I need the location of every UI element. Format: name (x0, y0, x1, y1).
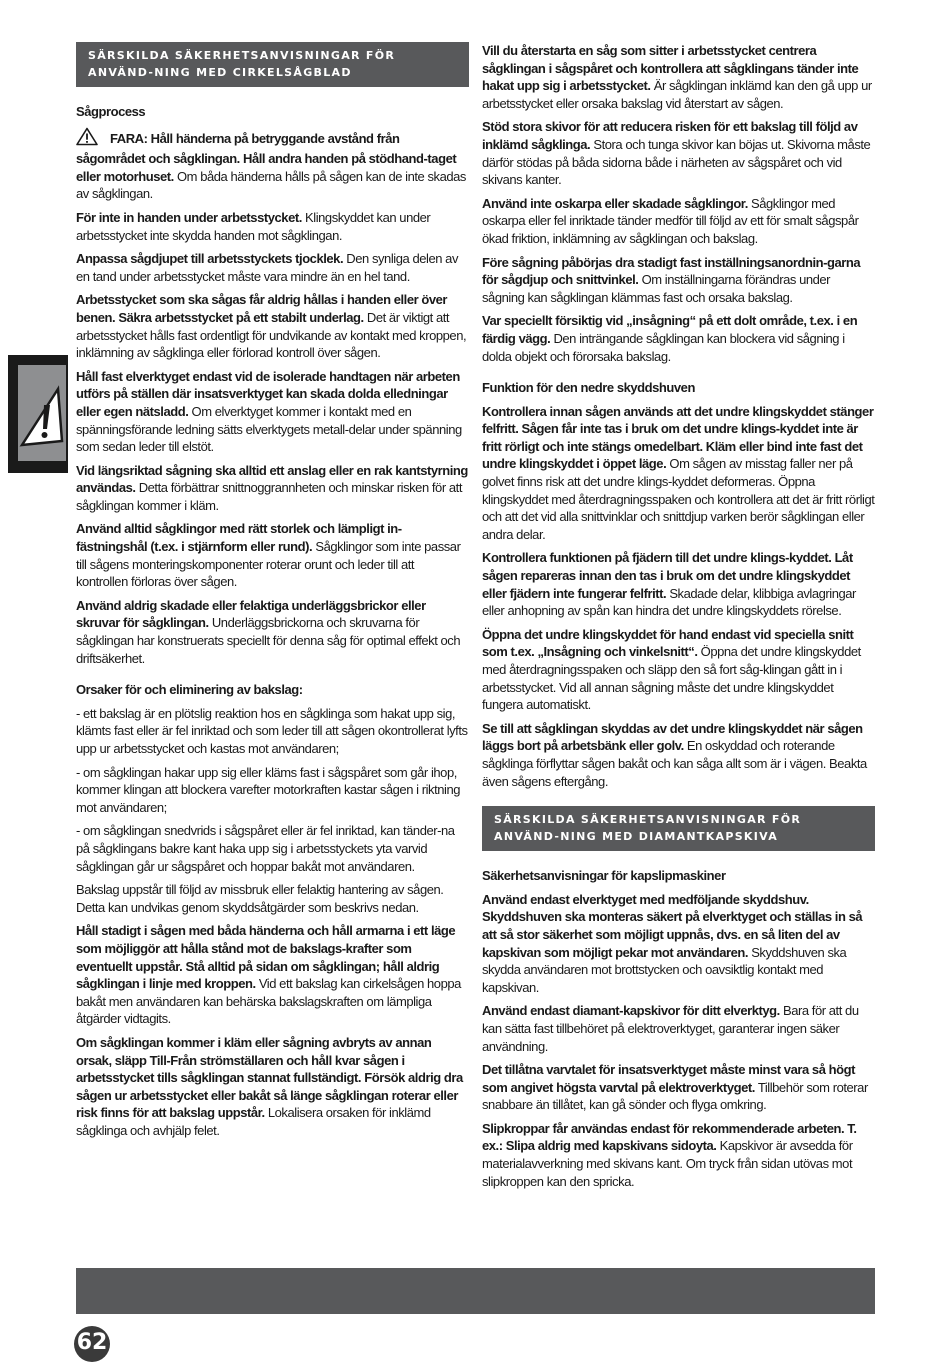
instruction-paragraph (76, 250, 469, 285)
instruction-bold: Om sågklingan kommer i kläm eller sågning avbryts av annan orsak, släpp Till-Från strömställaren och håll kvar sågen i arbetsstycket tills sågklingan stannat fullständigt. Försök aldrig dra sågen ur arbetsstycket eller bakåt så länge sågklingan roterar eller risk finns för att bakslag uppstår. (76, 1034, 463, 1121)
instruction-bold: Vid längsriktad sågning ska alltid ett anslag eller en rak kantstyrning användas. (76, 462, 468, 496)
instruction-paragraph (76, 462, 469, 515)
instruction-text: Underläggsbrickorna och skruvarna för sågklingan har konstruerats speciellt för denna såg för optimal effekt och driftsäkerhet. (76, 615, 461, 666)
text-paragraph: Bakslag uppstår till följd av missbruk eller felaktig hantering av sågen. Detta kan undvikas genom skyddsåtgärder som beskrivs nedan. (76, 882, 444, 915)
instruction-text: Öppna det undre klingskyddet med återdragningsspaken och släpp den så fort såg-klingan gått in i arbetsstycket. Vid all annan sågning måste det undre klingskyddet fungera automatiskt. (482, 644, 861, 713)
instruction-bold: Håll stadigt i sågen med båda händerna och håll armarna i ett läge som möjliggör att hålla stånd mot de bakslags-krafter som eventuellt uppstår. Stå alltid på sidan om sågklingan; håll aldrig sågklingan i linje med kroppen. (76, 923, 456, 992)
instruction-text: Det är viktigt att arbetsstycket hålls fast ordentligt för undvikande av kontakt med kroppen, inklämning av sågklinga eller förlorad kontroll över sågen. (76, 309, 467, 361)
instruction-paragraph (482, 626, 875, 714)
instruction-paragraph (482, 195, 875, 248)
instruction-paragraph (482, 403, 875, 544)
side-warning-tab (8, 355, 68, 473)
instruction-bold: Var speciellt försiktig vid „insågning“ på ett dolt område, t.ex. i en färdig vägg. (482, 313, 858, 346)
instruction-bold: Det tillåtna varvtalet för insatsverktyget måste minst vara så högt som angivet högsta varvtal på elektroverktyget. (482, 1062, 855, 1095)
instruction-bold: Kontrollera innan sågen används att det undre klingskyddet stänger felfritt. Sågen får inte tas i bruk om det undre klings-kyddet inte är fritt rörligt och inte stängs omedelbart. Kläm eller bind inte fast det undre klingskyddet i öppet läge. (482, 403, 874, 472)
text-paragraph: - om sågklingan hakar upp sig eller kläms fast i sågspåret som går ihop, kommer klingan att blockera varefter motorkraften kastar sågen i riktning mot användaren; (76, 764, 461, 815)
instruction-bold: För inte in handen under arbetsstycket. (76, 209, 302, 225)
instruction-text: Den synliga delen av en tand under arbetsstycket måste vara mindre än en hel tand. (76, 251, 458, 284)
instruction-paragraph (482, 118, 875, 188)
instruction-text: Skadade delar, klibbiga avlagringar eller anhopning av spån kan hindra det undre klingskyddets rörelse. (482, 585, 856, 619)
instruction-text: Om inställningarna förändras under sågning kan sågklingan klämmas fast och orsaka bakslag. (482, 272, 831, 305)
instruction-paragraph (76, 1034, 469, 1140)
instruction-bold: Stöd stora skivor för att reducera risken för ett bakslag till följd av inklämd sågklinga. (482, 119, 858, 152)
instruction-paragraph (482, 720, 875, 790)
subheading-cutoff-machines: Säkerhetsanvisningar för kapslipmaskiner (482, 868, 726, 884)
left-instruction-list-2 (76, 922, 469, 1139)
subheading-saw-process: Sågprocess (76, 104, 146, 119)
instruction-bold: Vill du återstarta en såg som sitter i arbetsstycket centrera sågklingan i sågspåret och kontrollera att sågklingans tänder inte hakat upp sig i arbetsstycket. (482, 43, 859, 94)
instruction-bold: Använd endast elverktyget med medföljande skyddshuv. Skyddshuven ska monteras säkert på elverktyget och ställas in så att så stor säkerhet som möjligt uppnås, dvs. en så liten del av kapskivan som möjligt pekar mot användaren. (482, 891, 863, 960)
section-header-diamond-disc: SÄRSKILDA SÄKERHETSANVISNINGAR FÖR ANVÄND-NING MED DIAMANTKAPSKIVA (482, 806, 875, 851)
instruction-paragraph (76, 597, 469, 667)
instruction-text: Bara för att du kan sätta fast tillbehöret på elektroverktyget, garanterar ingen säker användning. (482, 1003, 859, 1054)
danger-text-bold: FARA: Håll händerna på betryggande avstånd från sågområdet och sågklingan. Håll andra handen på stödhand-taget eller motorhuset. (76, 130, 457, 184)
warning-triangle-icon (76, 127, 98, 151)
instruction-text: Lokalisera orsaken för inklämd sågklinga och avhjälp felet. (76, 1105, 431, 1138)
instruction-bold: Före sågning påbörjas dra stadigt fast inställningsanordnin-garna för sågdjup och snittvinkel. (482, 254, 861, 288)
instruction-text: Stora och tunga skivor kan böjas ut. Skivorna måste därför stödas på båda sidorna både i närheten av sågspåret och vid skivans kanter. (482, 136, 871, 188)
instruction-text: Vid ett bakslag kan cirkelsågen hoppa bakåt men användaren kan behärska bakslagskraften om lämpliga åtgärder vidtagits. (76, 976, 461, 1027)
instruction-paragraph (482, 1002, 875, 1055)
text-paragraph: - ett bakslag är en plötslig reaktion hos en sågklinga som hakat upp sig, klämts fast eller är fel inriktad och som leder till att sågen okontrollerat lyfts upp ur arbetsstycket och kastas mot användaren; (76, 705, 468, 756)
instruction-bold: Arbetsstycket som ska sågas får aldrig hållas i handen eller över benen. Säkra arbetsstycket på ett stabilt underlag. (76, 292, 448, 325)
instruction-text: Sågklingor som inte passar till sågens monteringskomponenter roterar orunt och leder till att kontrollen förloras över sågen. (76, 539, 461, 590)
danger-text: Om båda händerna hålls på sågen kan de inte skadas av sågklingan. (76, 168, 466, 202)
instruction-paragraph (482, 42, 875, 112)
instruction-bold: Använd alltid sågklingor med rätt storlek och lämpligt in-fästningshål (t.ex. i stjärnform eller rund). (76, 521, 402, 555)
instruction-text: Den inträngande sågklingan kan blockera vid sågning i dolda objekt och förorsaka bakslag. (482, 330, 845, 364)
section-header-circular-saw: SÄRSKILDA SÄKERHETSANVISNINGAR FÖR ANVÄND-NING MED CIRKELSÅGBLAD (76, 42, 469, 87)
instruction-text: Om sågen av misstag faller ner på golvet finns risk att det undre klings-kyddet deformeras. Öppna klingskyddet med återdragningsspaken och kontrollera att det är fritt rörligt och att det vid alla snittvinklar och snittdjup varken berör sågklingan eller andra delar. (482, 456, 875, 542)
left-column (76, 42, 469, 1145)
instruction-text: Sågklingor med oskarpa eller fel inriktade tänder medför till följd av ett för smalt sågspår ökad friktion, inklämning av sågklingan och bakslag. (482, 195, 859, 246)
instruction-text: En oskyddad och roterande sågklinga förflyttar sågen bakåt och kan såga allt som är i vägen. Beakta även sågens eftergång. (482, 738, 867, 789)
right-instruction-list-1 (482, 42, 875, 365)
side-tab-panel (18, 365, 66, 461)
danger-paragraph (76, 127, 469, 203)
instruction-bold: Använd endast diamant-kapskivor för ditt elverktyg. (482, 1003, 780, 1019)
instruction-paragraph (482, 1120, 875, 1190)
right-instruction-list-3 (482, 891, 875, 1191)
instruction-text: Klingskyddet kan under arbetsstycket inte skydda handen mot sågklingan. (76, 209, 431, 243)
instruction-bold: Öppna det undre klingskyddet för hand endast vid speciella snitt som t.ex. „Insågning och vinkelsnitt“. (482, 626, 854, 660)
text-paragraph: - om sågklingan snedvrids i sågspåret eller är fel inriktad, kan tänder-na på sågklingans bakre kant haka upp sig i arbetsstyckets yta varvid sågklingan går ur sågspåret och hoppar bakåt mot användaren. (76, 823, 455, 874)
instruction-paragraph (482, 549, 875, 619)
instruction-text: Om elverktyget kommer i kontakt med en spänningsförande ledning sätts elverktygets metall-delar under spänning som sedan leder till elstöt. (76, 403, 462, 455)
instruction-bold: Kontrollera funktionen på fjädern till det undre klings-kyddet. Låt sågen repareras innan den tas i bruk om det undre klingskyddet eller fjädern inte fungerar felfritt. (482, 550, 853, 601)
left-instruction-list-1 (76, 209, 469, 667)
instruction-paragraph (76, 922, 469, 1028)
instruction-text: Tillbehör som roterar snabbare än tillåtet, kan gå sönder och flyga omkring. (482, 1079, 868, 1113)
instruction-bold: Anpassa sågdjupet till arbetsstyckets tjocklek. (76, 251, 344, 267)
instruction-paragraph (76, 209, 469, 244)
instruction-paragraph (482, 312, 875, 365)
right-instruction-list-2 (482, 403, 875, 790)
instruction-paragraph (76, 291, 469, 361)
instruction-paragraph (482, 1061, 875, 1114)
instruction-paragraph (76, 520, 469, 590)
instruction-text: Detta förbättrar snittnoggrannheten och minskar risken för att sågklingan kommer i kläm. (76, 480, 462, 513)
subheading-lower-guard: Funktion för den nedre skyddshuven (482, 380, 695, 396)
instruction-paragraph (482, 891, 875, 997)
kickback-description-list (76, 705, 469, 917)
instruction-bold: Se till att sågklingan skyddas av det undre klingskyddet när sågen läggs bort på arbetsbänk eller golv. (482, 720, 863, 754)
footer-bar (76, 1268, 875, 1314)
instruction-paragraph (76, 368, 469, 456)
warning-exclamation-icon (18, 365, 66, 461)
instruction-bold: Håll fast elverktyget endast vid de isolerade handtagen när arbeten utförs på ställen där insatsverktyget kan skada dolda elledningar eller egen nätsladd. (76, 368, 460, 419)
instruction-bold: Använd aldrig skadade eller felaktiga underläggsbrickor eller skruvar för sågklingan. (76, 597, 426, 631)
subheading-kickback: Orsaker för och eliminering av bakslag: (76, 682, 303, 698)
instruction-text: Skyddshuven ska skydda användaren mot brottstycken och oavsiktlig kontakt med kapskivan. (482, 944, 847, 995)
instruction-text: Är sågklingan inklämd kan den gå upp ur arbetsstycket eller orsaka bakslag vid återstart av sågen. (482, 78, 872, 111)
instruction-bold: Använd inte oskarpa eller skadade sågklingor. (482, 195, 748, 211)
instruction-bold: Slipkroppar får användas endast för rekommenderade arbeten. T. ex.: Slipa aldrig med kapskivans sidoyta. (482, 1120, 857, 1154)
right-column (482, 42, 875, 1196)
instruction-text: Kapskivor är avsedda för materialavverkning med skivans kant. Om tryck från sidan utövas mot slipkroppen kan den spricka. (482, 1138, 853, 1189)
instruction-paragraph (482, 254, 875, 307)
page-number: 62 (74, 1326, 110, 1362)
